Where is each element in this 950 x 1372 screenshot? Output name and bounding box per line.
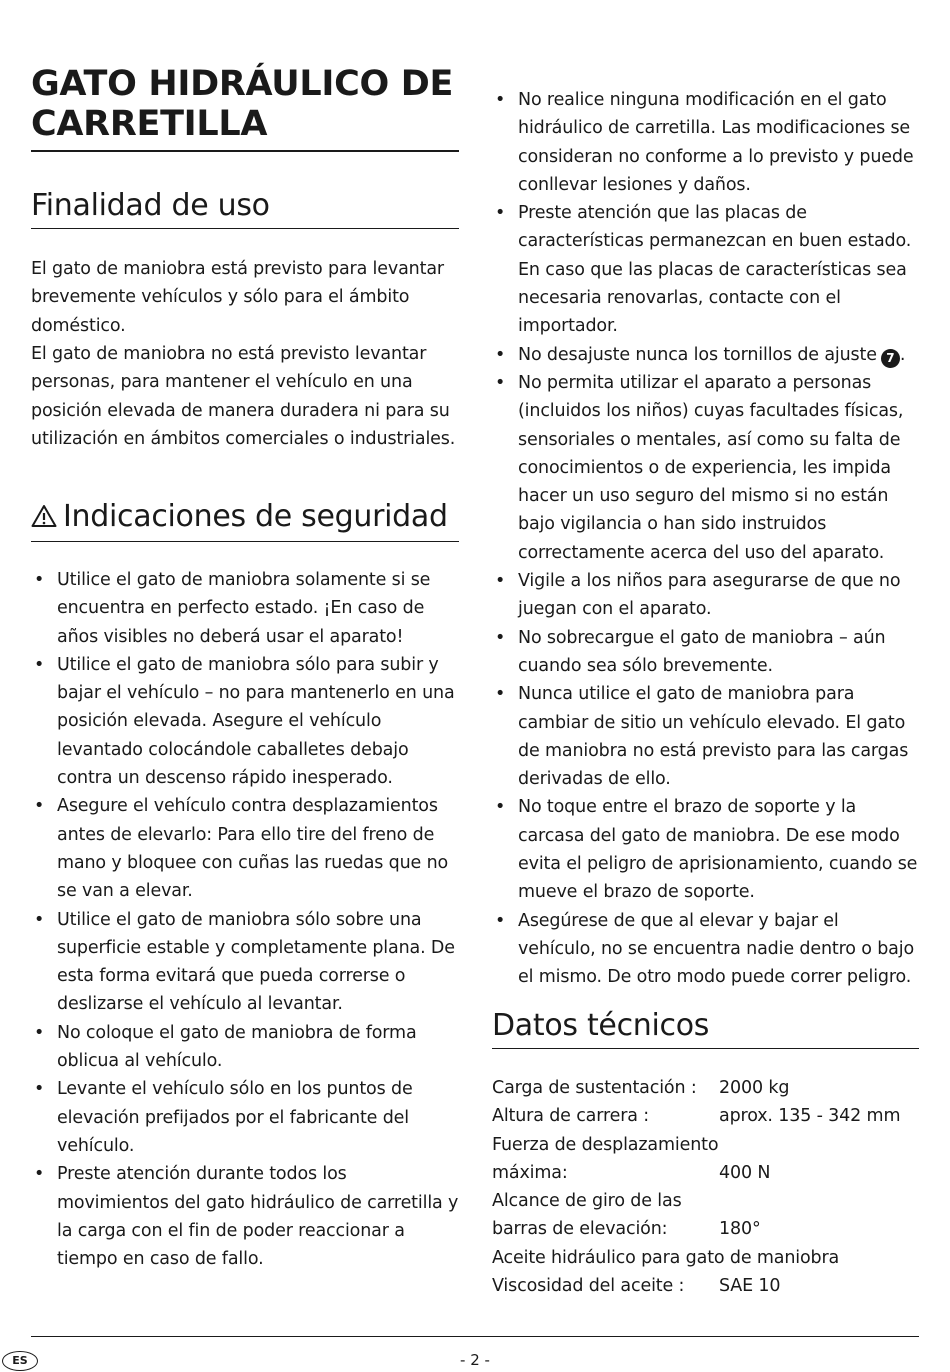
list-item: • No coloque el gato de maniobra de forma oblicua al vehículo. [34,1022,417,1072]
list-item: • No toque entre el brazo de soporte y la carcasa del gato de maniobra. De ese modo evita el peligro de aprisionamiento, cuando se mueve el brazo de soporte. [495,797,918,903]
table-row: Fuerza de desplazamiento [492,1134,719,1155]
list-item: • No desajuste nunca los tornillos de ajuste 7 . [492,341,919,369]
list-item: • Vigile a los niños para asegurarse de que no juegan con el aparato. [495,571,901,620]
list-item: • Utilice el gato de maniobra sólo sobre una superficie estable y completamente plana. De esta forma evitará que pueda correrse o deslizarse el vehículo al levantar. [34,909,455,1015]
list-item: • Asegúrese de que al elevar y bajar el vehículo, no se encuentra nadie dentro o bajo el mismo. De otro modo puede correr peligro. [495,910,915,988]
finalidad-paragraph-1: El gato de maniobra está previsto para levantar brevemente vehículos y sólo para el ámbito doméstico. [31,259,444,336]
reference-number-badge: 7 [881,349,900,368]
seguridad-heading-text: Indicaciones de seguridad [63,499,448,534]
list-item: • Levante el vehículo sólo en los puntos de elevación prefijados por el fabricante del vehículo. [34,1079,413,1156]
list-item: • No sobrecargue el gato de maniobra – aún cuando sea sólo brevemente. [495,627,886,676]
safety-list-left [31,566,459,1273]
list-item: • Asegure el vehículo contra desplazamientos antes de elevarlo: Para ello tire del freno de mano y bloquee con cuñas las ruedas que no se van a elevar. [34,796,449,902]
list-item: • No realice ninguna modificación en el gato hidráulico de carretilla. Las modificaciones se consideran no conforme a lo previsto y puede conllevar lesiones y daños. [495,90,914,195]
section-heading-datos: Datos técnicos [492,1008,919,1049]
list-item: • Preste atención que las placas de características permanezcan en buen estado. En caso que las placas de características sea necesaria renovarlas, contacte con el importador. [495,203,912,337]
list-item: • Preste atención durante todos los movimientos del gato hidráulico de carretilla y la carga con el fin de poder reaccionar a tiempo en caso de fallo. [34,1164,459,1270]
finalidad-paragraph-2: El gato de maniobra no está previsto levantar personas, para mantener el vehículo en una posición elevada de manera duradera ni para su utilización en ámbitos comerciales o industriales. [31,344,456,449]
list-item: • No permita utilizar el aparato a personas (incluidos los niños) cuyas facultades físicas, sensoriales o mentales, así como su falta de conocimientos o de experiencia, les impida hacer un uso seguro del mismo si no están bajo vigilancia o han sido instruidos correctamente acerca del uso del aparato. [495,372,904,563]
warning-triangle-icon [31,501,57,537]
table-row: Viscosidad del aceite : SAE 10 [492,1276,781,1297]
table-row: Altura de carrera : aprox. 135 - 342 mm [492,1106,901,1127]
table-row: máxima: 400 N [492,1162,771,1183]
list-item: • Utilice el gato de maniobra sólo para subir y bajar el vehículo – no para mantenerlo en una posición elevada. Asegure el vehículo levantado colocándole caballetes debajo contra un descenso rápido inesperado. [34,654,455,789]
page-title: GATO HIDRÁULICO DE CARRETILLA [31,64,459,152]
list-item: • Nunca utilice el gato de maniobra para cambiar de sitio un vehículo elevado. El gato de maniobra no está previsto para las cargas derivadas de ello. [495,684,909,790]
technical-data-table [492,1074,919,1300]
table-row: Aceite hidráulico para gato de maniobra [492,1247,840,1268]
table-row: Alcance de giro de las [492,1191,682,1212]
safety-list-right [492,86,919,992]
footer-divider [31,1336,919,1337]
language-badge: ES [2,1351,38,1371]
section-heading-seguridad [31,499,459,542]
section-heading-finalidad: Finalidad de uso [31,188,459,229]
page-number: - 2 - [460,1351,490,1369]
table-row: Carga de sustentación : 2000 kg [492,1078,790,1098]
list-item: • Utilice el gato de maniobra solamente si se encuentra en perfecto estado. ¡En caso de años visibles no deberá usar el aparato! [34,570,431,647]
table-row: barras de elevación: 180° [492,1219,761,1240]
